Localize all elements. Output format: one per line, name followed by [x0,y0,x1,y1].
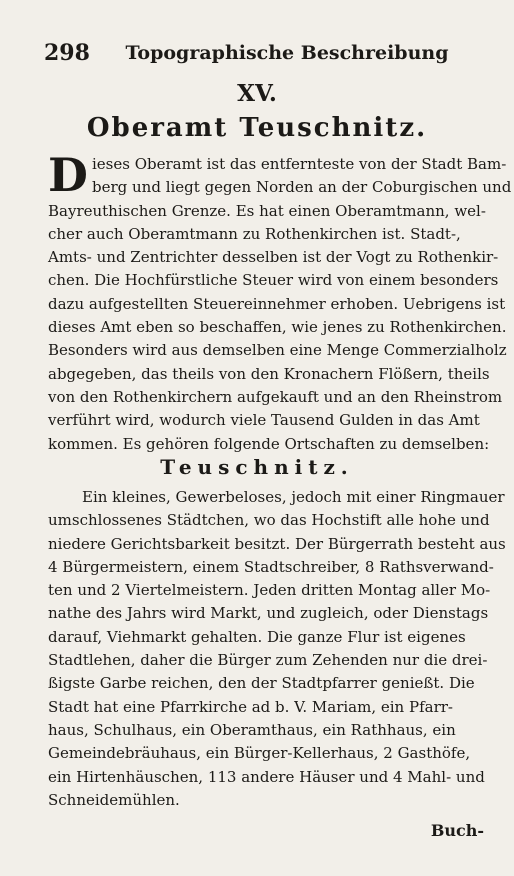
text-line: Besonders wird aus demselben eine Menge Commerzialholz [48,341,507,360]
text-line: nathe des Jahrs wird Markt, und zugleich, oder Dienstags [48,604,489,623]
page-number: 298 [44,40,90,66]
text-line: haus, Schulhaus, ein Oberamthaus, ein Rathhaus, ein [48,720,456,739]
text-line: von den Rothenkirchern aufgekauft und an den Rheinstrom [48,387,503,406]
text-line: chen. Die Hochfürstliche Steuer wird von einem besonders [48,271,499,290]
text-line: ten und 2 Viertelmeistern. Jeden dritten Montag aller Mo- [48,581,491,600]
running-head: Topographische Beschreibung [125,42,449,64]
text-line: ßigste Garbe reichen, den der Stadtpfarrer genießt. Die [48,674,475,693]
text-line: dazu aufgestellten Steuereinnehmer erhoben. Uebrigens ist [48,294,506,313]
text-line: umschlossenes Städtchen, wo das Hochstift alle hohe und [48,511,490,530]
text-line: ein Hirtenhäuschen, 113 andere Häuser und 4 Mahl- und [48,767,485,786]
text-line: verführt wird, wodurch viele Tausend Gulden in das Amt [48,411,480,430]
text-line: darauf, Viehmarkt gehalten. Die ganze Flur ist eigenes [48,627,466,646]
text-line: Gemeindebräuhaus, ein Bürger-Kellerhaus, 2 Gasthöfe, [48,744,471,763]
text-line: dieses Amt eben so beschaffen, wie jenes zu Rothenkirchen. [48,318,507,337]
text-line: 4 Bürgermeistern, einem Stadtschreiber, 8 Rathsverwand- [48,557,494,576]
catchword: Buch- [430,821,484,840]
text-line: abgegeben, das theils von den Kronachern Flößern, theils [48,364,490,383]
text-line: cher auch Oberamtmann zu Rothenkirchen ist. Stadt-, [48,224,461,243]
text-line: kommen. Es gehören folgende Ortschaften zu demselben: [48,434,490,453]
text-line: Stadtlehen, daher die Bürger zum Zehenden nur die drei- [48,651,488,670]
section-title: Oberamt Teuschnitz. [86,113,428,143]
text-line: Ein kleines, Gewerbeloses, jedoch mit einer Ringmauer [82,488,505,506]
page-header [44,40,490,70]
drop-capital: D [48,148,88,202]
chapter-numeral: XV. [237,80,277,107]
text-line: berg und liegt gegen Norden an der Coburgischen und [92,178,512,197]
paragraph-oberamt [48,148,512,456]
subheading-teuschnitz: Teuschnitz. [160,455,354,479]
text-line: Amts- und Zentrichter desselben ist der Vogt zu Rothenkir- [48,248,499,267]
text-line: niedere Gerichtsbarkeit besitzt. Der Bürgerrath besteht aus [48,534,506,553]
text-line: Schneidemühlen. [48,790,180,809]
text-line: Stadt hat eine Pfarrkirche ad b. V. Mariam, ein Pfarr- [48,697,453,716]
text-line: ieses Oberamt ist das entfernteste von der Stadt Bam- [92,155,507,173]
paragraph-teuschnitz [48,486,506,812]
text-line: Bayreuthischen Grenze. Es hat einen Oberamtmann, wel- [48,201,486,220]
